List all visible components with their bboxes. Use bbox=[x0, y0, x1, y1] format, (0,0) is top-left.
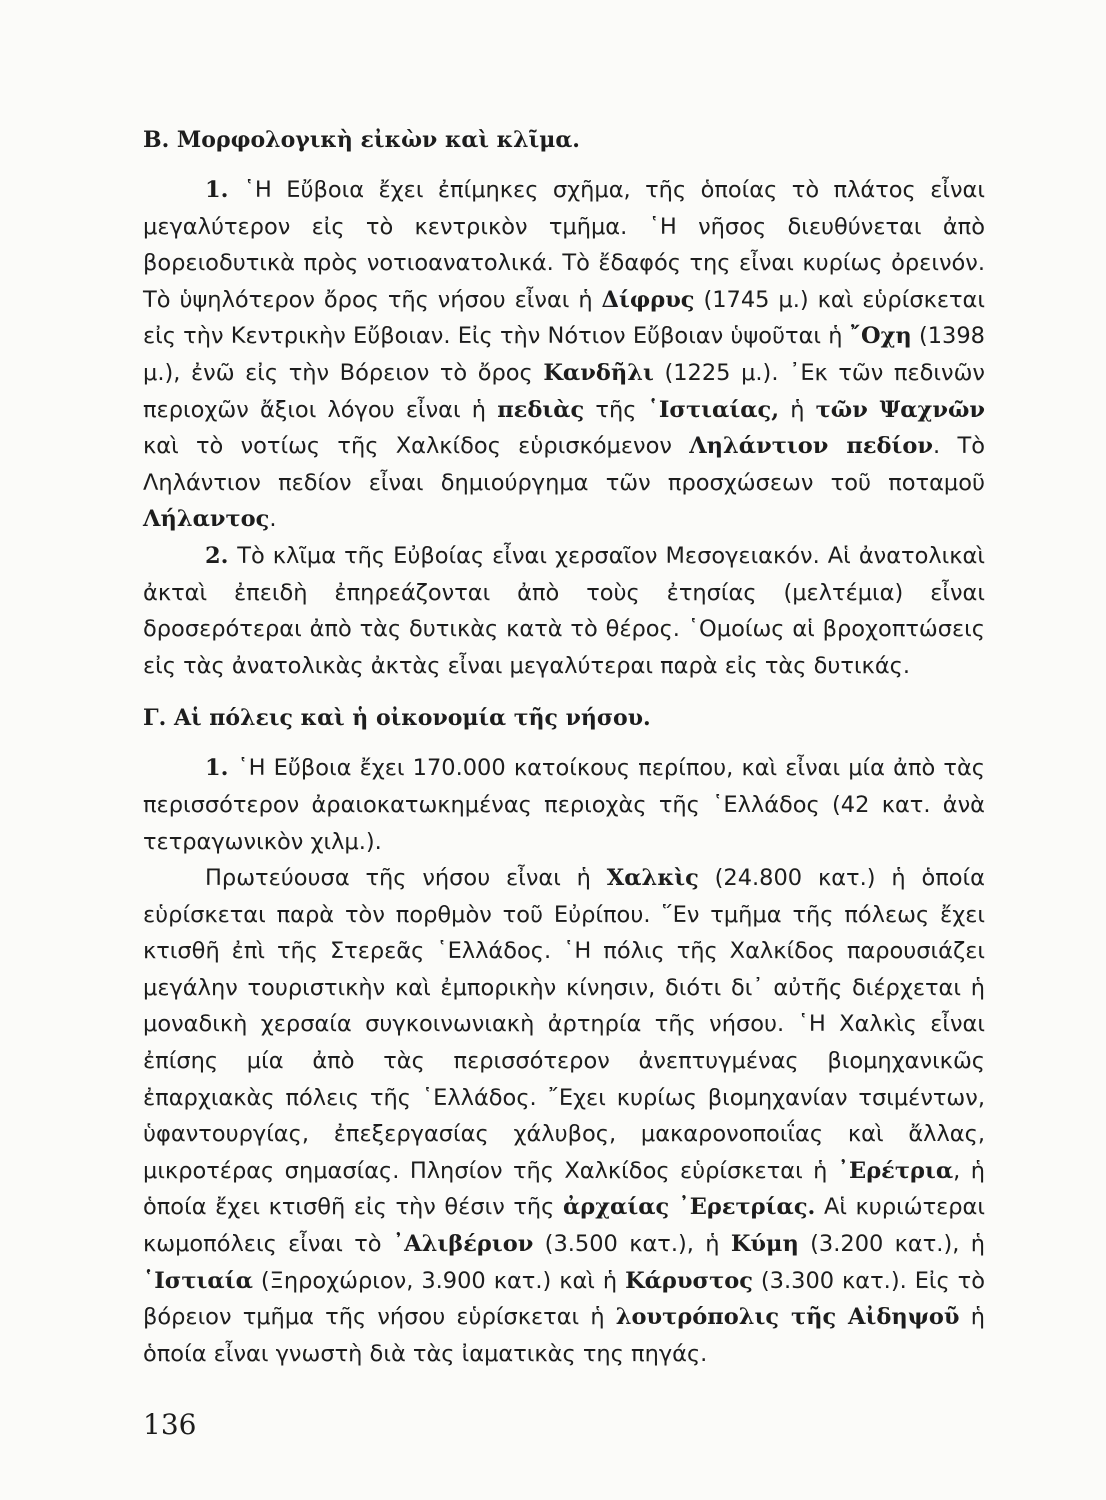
text-run: (1398 μ.), ἐνῶ εἰς τὴν Βόρειον τὸ ὄρος bbox=[143, 323, 985, 386]
item-number: 2. bbox=[205, 542, 238, 569]
text-run: ῾Η Εὔβοια ἔχει ἐπίμηκες σχῆμα, τῆς ὁποίας τὸ πλάτος εἶναι μεγαλύτερον εἰς τὸ κεντρικὸν τμῆμα. ῾Η νῆσος διευθύνεται ἀπὸ βορειοδυτικὰ πρὸς νοτιοανατολικά. Τὸ ἔδαφός της εἶναι κυρίως ὀρεινόν. Τὸ ὑψηλότερον ὄρος τῆς νήσου εἶναι ἡ bbox=[143, 177, 985, 313]
page-number: 136 bbox=[143, 1408, 197, 1441]
bold-term: ῾Ιστιαίας, bbox=[647, 396, 780, 423]
bold-term: ᾿Ερέτρια bbox=[837, 1157, 954, 1184]
bold-term: Κανδῆλι bbox=[543, 359, 654, 386]
text-run: (Ξηροχώριον, 3.900 κατ.) καὶ ἡ bbox=[252, 1267, 626, 1294]
text-run: τῆς bbox=[584, 396, 648, 423]
bold-term: πεδιὰς bbox=[497, 396, 585, 423]
text-run: (24.800 κατ.) ἡ ὁποία εὑρίσκεται παρὰ τὸν πορθμὸν τοῦ Εὐρίπου. ῞Εν τμῆμα τῆς πόλεως ἔχει κτισθῆ ἐπὶ τῆς Στερεᾶς ῾Ελλάδος. ῾Η πόλις τῆς Χαλκίδος παρουσιάζει μεγάλην τουριστικὴν καὶ ἐμπορικὴν κίνησιν, διότι δι᾿ αὐτῆς διέρχεται ἡ μοναδικὴ χερσαία συγκοινωνιακὴ ἀρτηρία τῆς νήσου. ῾Η Χαλκὶς εἶναι ἐπίσης μία ἀπὸ τὰς περισσότερον ἀνεπτυγμένας βιομηχανικῶς ἐπαρχιακὰς πόλεις τῆς ῾Ελλάδος. ῎Εχει κυρίως βιομηχανίαν τσιμέντων, ὑφαντουργίας, ἐπεξεργασίας χάλυβος, μακαρονοποιΐας καὶ ἄλλας, μικροτέρας σημασίας. Πλησίον τῆς Χαλκίδος εὑρίσκεται ἡ bbox=[143, 865, 985, 1184]
text-run: Αἱ κυριώτεραι κωμοπόλεις εἶναι τὸ bbox=[143, 1194, 986, 1258]
section-c-paragraph-1 bbox=[143, 750, 985, 860]
text-run: ἡ bbox=[779, 396, 816, 423]
bold-term: λουτρόπολις τῆς Αἰδηψοῦ bbox=[615, 1304, 960, 1331]
section-c-heading: Γ. Αἱ πόλεις καὶ ἡ οἰκονομία τῆς νήσου. bbox=[143, 705, 651, 732]
bold-term: Χαλκὶς bbox=[606, 865, 699, 892]
bold-term: Ληλάντιον πεδίον bbox=[689, 433, 934, 460]
section-b-paragraph-2 bbox=[143, 538, 985, 684]
text-run: (1745 μ.) καὶ εὑρίσκεται εἰς τὴν Κεντρικὴν Εὔβοιαν. Εἰς τὴν Νότιον Εὔβοιαν ὑψοῦται ἡ bbox=[143, 286, 985, 350]
section-b-paragraph-1 bbox=[143, 172, 985, 538]
bold-term: Λήλαντος bbox=[143, 506, 270, 533]
item-number: 1. bbox=[205, 177, 244, 203]
bold-term: τῶν Ψαχνῶν bbox=[815, 396, 985, 423]
text-run: (3.300 κατ.). Εἰς τὸ βόρειον τμῆμα τῆς νήσου εὑρίσκεται ἡ bbox=[143, 1267, 985, 1331]
text-run: καὶ τὸ νοτίως τῆς Χαλκίδος εὑρισκόμενον bbox=[143, 433, 690, 460]
bold-term: Κάρυστος bbox=[625, 1267, 753, 1294]
text-run: (3.200 κατ.), ἡ bbox=[798, 1231, 985, 1258]
text-run: ῾Η Εὔβοια ἔχει 170.000 κατοίκους περίπου, καὶ εἶναι μία ἀπὸ τὰς περισσότερον ἀραιοκατωκημένας περιοχὰς τῆς ῾Ελλάδος (42 κατ. ἀνὰ τετραγωνικὸν χιλμ.). bbox=[143, 755, 985, 855]
text-run: . Τὸ Ληλάντιον πεδίον εἶναι δημιούργημα τῶν προσχώσεων τοῦ ποταμοῦ bbox=[143, 433, 985, 496]
text-run: Πρωτεύουσα τῆς νήσου εἶναι ἡ bbox=[205, 865, 607, 892]
bold-term: ᾿Αλιβέριον bbox=[392, 1231, 534, 1258]
text-run: , ἡ ὁποία ἔχει κτισθῆ εἰς τὴν θέσιν τῆς bbox=[143, 1157, 985, 1221]
text-run: ἡ ὁποία εἶναι γνωστὴ διὰ τὰς ἰαματικὰς της πηγάς. bbox=[143, 1304, 985, 1367]
text-run: (1225 μ.). ᾿Εκ τῶν πεδινῶν περιοχῶν ἄξιοι λόγου εἶναι ἡ bbox=[143, 359, 985, 423]
bold-term: ῾Ιστιαία bbox=[143, 1267, 253, 1294]
bold-term: ἀρχαίας ᾿Ερετρίας. bbox=[562, 1194, 816, 1221]
bold-term: Κύμη bbox=[730, 1231, 799, 1258]
text-run: . bbox=[269, 506, 277, 533]
section-b-heading: Β. Μορφολογικὴ εἰκὼν καὶ κλῖμα. bbox=[143, 127, 580, 153]
item-number: 1. bbox=[205, 755, 238, 782]
section-c-paragraph-2 bbox=[143, 860, 985, 1372]
text-run: Τὸ κλῖμα τῆς Εὐβοίας εἶναι χερσαῖον Μεσογειακόν. Αἱ ἀνατολικαὶ ἀκταὶ ἐπειδὴ ἐπηρεάζονται ἀπὸ τοὺς ἐτησίας (μελτέμια) εἶναι δροσερότεραι ἀπὸ τὰς δυτικὰς κατὰ τὸ θέρος. ῾Ομοίως αἱ βροχοπτώσεις εἰς τὰς ἀνατολικὰς ἀκτὰς εἶναι μεγαλύτεραι παρὰ εἰς τὰς δυτικάς. bbox=[143, 542, 985, 679]
text-run: (3.500 κατ.), ἡ bbox=[533, 1231, 731, 1258]
bold-term: Δίφρυς bbox=[601, 286, 695, 313]
bold-term: ῎Οχη bbox=[849, 323, 912, 350]
page-content bbox=[143, 118, 985, 1372]
